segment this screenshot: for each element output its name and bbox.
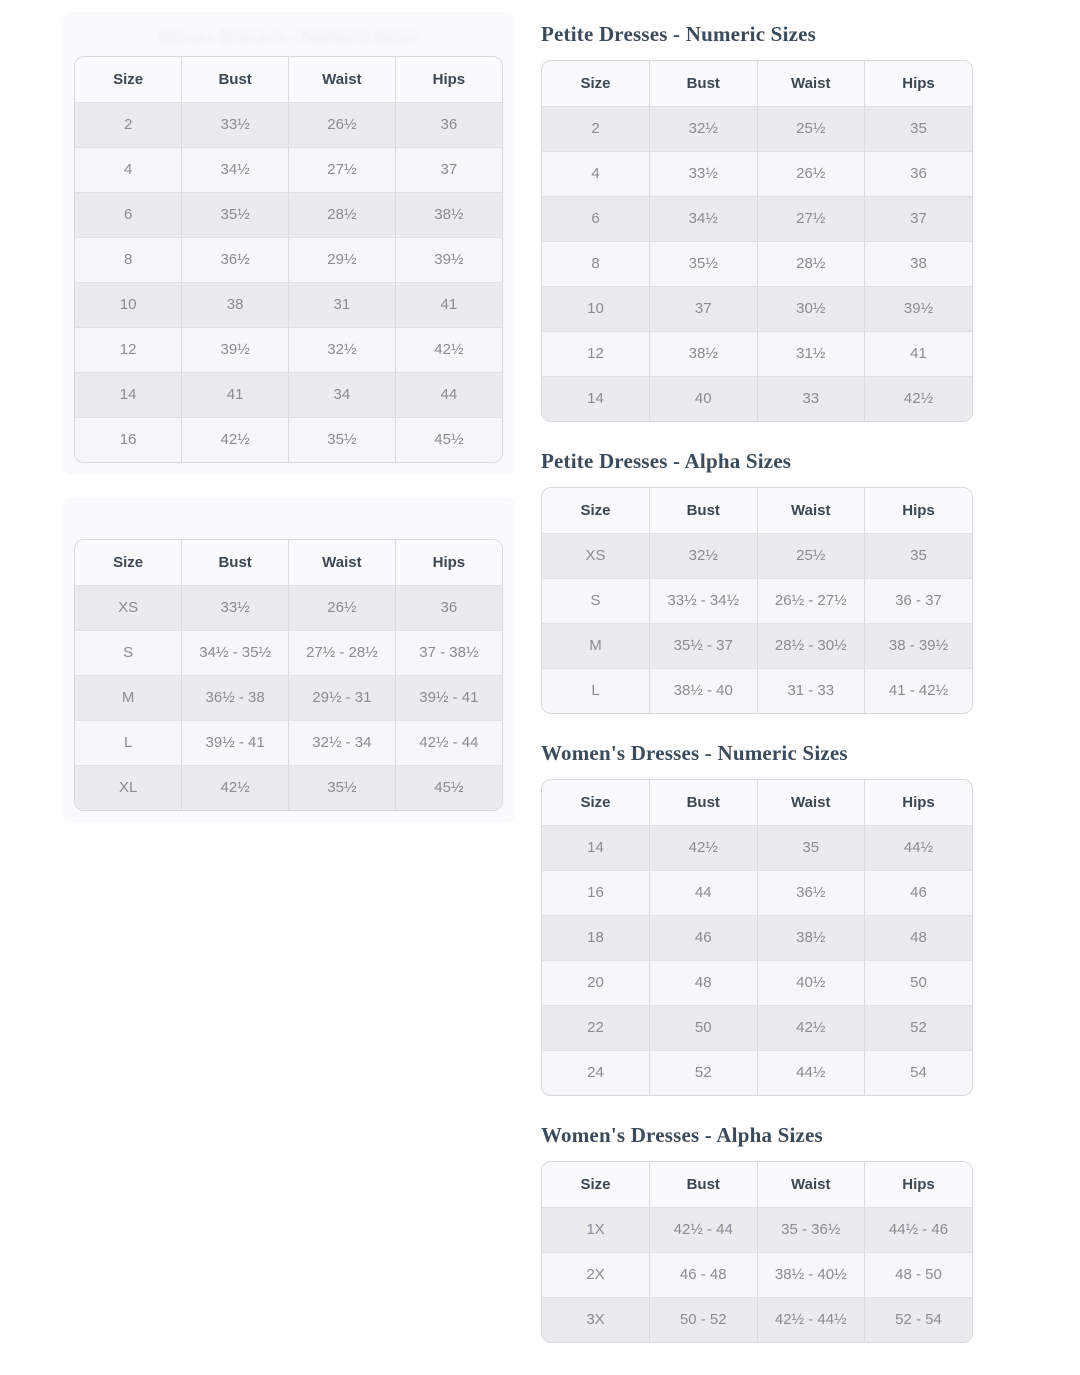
table-row (542, 196, 972, 241)
petite-alpha-table-frame (541, 487, 973, 714)
petite-alpha-title: Petite Dresses - Alpha Sizes (541, 449, 792, 473)
table-row (542, 915, 972, 960)
column-header-hips: Hips (865, 780, 973, 825)
measurement-cell: 50 - 52 (650, 1297, 758, 1342)
size-cell: 1X (542, 1207, 650, 1252)
table-row (542, 376, 972, 421)
table-row (542, 1005, 972, 1050)
table-row (75, 720, 502, 765)
measurement-cell: 50 (650, 1005, 758, 1050)
size-cell: 12 (542, 331, 650, 376)
misses-numeric-table (75, 57, 502, 462)
table-row (542, 151, 972, 196)
measurement-cell: 39½ - 41 (395, 675, 502, 720)
measurement-cell: 36½ (182, 237, 289, 282)
measurement-cell: 37 (650, 286, 758, 331)
measurement-cell: 37 (395, 147, 502, 192)
measurement-cell: 45½ (395, 765, 502, 810)
column-header-size: Size (75, 540, 182, 585)
measurement-cell: 38½ - 40½ (757, 1252, 865, 1297)
measurement-cell: 44½ (757, 1050, 865, 1095)
measurement-cell: 35½ (182, 192, 289, 237)
measurement-cell: 44½ - 46 (865, 1207, 973, 1252)
column-header-bust: Bust (650, 488, 758, 533)
measurement-cell: 35 - 36½ (757, 1207, 865, 1252)
column-header-hips: Hips (865, 61, 973, 106)
column-header-size: Size (542, 488, 650, 533)
table-row (75, 417, 502, 462)
size-cell: 10 (542, 286, 650, 331)
measurement-cell: 46 (865, 870, 973, 915)
column-header-size: Size (75, 57, 182, 102)
size-cell: 2X (542, 1252, 650, 1297)
table-row (542, 1050, 972, 1095)
size-cell: 14 (542, 825, 650, 870)
measurement-cell: 42½ - 44 (395, 720, 502, 765)
measurement-cell: 42½ (650, 825, 758, 870)
measurement-cell: 46 (650, 915, 758, 960)
measurement-cell: 36½ - 38 (182, 675, 289, 720)
size-cell: 6 (75, 192, 182, 237)
measurement-cell: 35 (757, 825, 865, 870)
size-cell: 22 (542, 1005, 650, 1050)
size-cell: S (75, 630, 182, 675)
column-header-bust: Bust (182, 57, 289, 102)
table-row (542, 825, 972, 870)
measurement-cell: 34½ (182, 147, 289, 192)
measurement-cell: 30½ (757, 286, 865, 331)
measurement-cell: 38½ (757, 915, 865, 960)
measurement-cell: 42½ - 44½ (757, 1297, 865, 1342)
measurement-cell: 33½ (182, 102, 289, 147)
measurement-cell: 29½ - 31 (289, 675, 396, 720)
measurement-cell: 32½ (650, 106, 758, 151)
size-cell: XS (75, 585, 182, 630)
header-row (75, 57, 502, 102)
womens-alpha-table-frame (541, 1161, 973, 1343)
column-header-hips: Hips (395, 540, 502, 585)
measurement-cell: 35 (865, 106, 973, 151)
size-cell: 14 (542, 376, 650, 421)
measurement-cell: 33½ (650, 151, 758, 196)
table-row (542, 960, 972, 1005)
measurement-cell: 33 (757, 376, 865, 421)
table-row (542, 286, 972, 331)
size-cell: 2 (542, 106, 650, 151)
table-row (542, 1297, 972, 1342)
measurement-cell: 36 (395, 102, 502, 147)
table-row (75, 327, 502, 372)
measurement-cell: 27½ - 28½ (289, 630, 396, 675)
measurement-cell: 42½ (865, 376, 973, 421)
table-row (75, 147, 502, 192)
column-header-bust: Bust (650, 61, 758, 106)
size-cell: 2 (75, 102, 182, 147)
table-row (542, 241, 972, 286)
table-row (542, 578, 972, 623)
womens-alpha-title: Women's Dresses - Alpha Sizes (541, 1123, 823, 1147)
measurement-cell: 26½ (757, 151, 865, 196)
size-cell: 8 (542, 241, 650, 286)
petite-numeric-title: Petite Dresses - Numeric Sizes (541, 22, 817, 46)
measurement-cell: 34½ - 35½ (182, 630, 289, 675)
table-row (75, 282, 502, 327)
column-header-waist: Waist (757, 780, 865, 825)
measurement-cell: 38½ - 40 (650, 668, 758, 713)
measurement-cell: 40½ (757, 960, 865, 1005)
size-cell: L (542, 668, 650, 713)
measurement-cell: 37 (865, 196, 973, 241)
measurement-cell: 38 (865, 241, 973, 286)
column-header-waist: Waist (757, 61, 865, 106)
table-row (542, 106, 972, 151)
size-cell: M (542, 623, 650, 668)
measurement-cell: 41 (182, 372, 289, 417)
womens-alpha-section (541, 1123, 973, 1343)
column-header-waist: Waist (289, 540, 396, 585)
faded-ghost-title: Misses Dresses - Numeric Sizes (159, 27, 418, 46)
measurement-cell: 52 (865, 1005, 973, 1050)
column-header-bust: Bust (650, 780, 758, 825)
measurement-cell: 39½ - 41 (182, 720, 289, 765)
column-header-hips: Hips (865, 488, 973, 533)
measurement-cell: 35½ - 37 (650, 623, 758, 668)
petite-alpha-section (541, 449, 973, 714)
measurement-cell: 42½ - 44 (650, 1207, 758, 1252)
measurement-cell: 38 (182, 282, 289, 327)
measurement-cell: 32½ (650, 533, 758, 578)
table-row (542, 533, 972, 578)
size-cell: 4 (542, 151, 650, 196)
womens-numeric-title: Women's Dresses - Numeric Sizes (541, 741, 848, 765)
measurement-cell: 41 (395, 282, 502, 327)
measurement-cell: 26½ - 27½ (757, 578, 865, 623)
measurement-cell: 32½ (289, 327, 396, 372)
womens-numeric-section (541, 741, 973, 1096)
column-header-waist: Waist (757, 488, 865, 533)
measurement-cell: 54 (865, 1050, 973, 1095)
size-cell: 16 (542, 870, 650, 915)
measurement-cell: 38½ (650, 331, 758, 376)
column-header-waist: Waist (289, 57, 396, 102)
size-cell: 24 (542, 1050, 650, 1095)
measurement-cell: 29½ (289, 237, 396, 282)
column-header-size: Size (542, 61, 650, 106)
table-row (75, 237, 502, 282)
misses-numeric-table-frame (74, 56, 503, 463)
size-cell: 14 (75, 372, 182, 417)
measurement-cell: 28½ (289, 192, 396, 237)
column-header-hips: Hips (865, 1162, 973, 1207)
petite-numeric-section (541, 22, 973, 422)
size-cell: L (75, 720, 182, 765)
measurement-cell: 34 (289, 372, 396, 417)
size-cell: 20 (542, 960, 650, 1005)
measurement-cell: 39½ (182, 327, 289, 372)
column-header-bust: Bust (650, 1162, 758, 1207)
misses-alpha-section (62, 497, 515, 823)
measurement-cell: 38 - 39½ (865, 623, 973, 668)
size-cell: 3X (542, 1297, 650, 1342)
womens-numeric-table-frame (541, 779, 973, 1096)
measurement-cell: 36½ (757, 870, 865, 915)
measurement-cell: 35½ (289, 417, 396, 462)
measurement-cell: 35½ (650, 241, 758, 286)
column-header-size: Size (542, 1162, 650, 1207)
size-cell: 6 (542, 196, 650, 241)
size-cell: 8 (75, 237, 182, 282)
table-row (75, 372, 502, 417)
measurement-cell: 44½ (865, 825, 973, 870)
size-cell: 18 (542, 915, 650, 960)
measurement-cell: 36 (395, 585, 502, 630)
size-cell: XL (75, 765, 182, 810)
measurement-cell: 31 - 33 (757, 668, 865, 713)
measurement-cell: 27½ (289, 147, 396, 192)
table-row (542, 331, 972, 376)
measurement-cell: 31 (289, 282, 396, 327)
measurement-cell: 46 - 48 (650, 1252, 758, 1297)
measurement-cell: 44 (650, 870, 758, 915)
measurement-cell: 44 (395, 372, 502, 417)
header-row (542, 780, 972, 825)
measurement-cell: 32½ - 34 (289, 720, 396, 765)
womens-alpha-table (542, 1162, 972, 1342)
measurement-cell: 25½ (757, 106, 865, 151)
table-row (75, 765, 502, 810)
womens-numeric-table (542, 780, 972, 1095)
table-row (75, 192, 502, 237)
table-row (75, 630, 502, 675)
header-row (542, 488, 972, 533)
size-cell: 4 (75, 147, 182, 192)
column-header-waist: Waist (757, 1162, 865, 1207)
measurement-cell: 50 (865, 960, 973, 1005)
header-row (542, 61, 972, 106)
table-row (75, 585, 502, 630)
measurement-cell: 48 - 50 (865, 1252, 973, 1297)
measurement-cell: 25½ (757, 533, 865, 578)
measurement-cell: 45½ (395, 417, 502, 462)
measurement-cell: 42½ (182, 417, 289, 462)
size-cell: M (75, 675, 182, 720)
measurement-cell: 28½ (757, 241, 865, 286)
table-row (75, 675, 502, 720)
misses-alpha-table (75, 540, 502, 810)
measurement-cell: 35½ (289, 765, 396, 810)
size-cell: 16 (75, 417, 182, 462)
header-row (75, 540, 502, 585)
measurement-cell: 27½ (757, 196, 865, 241)
table-row (542, 623, 972, 668)
measurement-cell: 36 (865, 151, 973, 196)
measurement-cell: 34½ (650, 196, 758, 241)
size-cell: 10 (75, 282, 182, 327)
measurement-cell: 40 (650, 376, 758, 421)
measurement-cell: 36 - 37 (865, 578, 973, 623)
measurement-cell: 33½ (182, 585, 289, 630)
table-row (542, 668, 972, 713)
left-column (62, 12, 515, 823)
table-row (75, 102, 502, 147)
size-cell: S (542, 578, 650, 623)
measurement-cell: 26½ (289, 102, 396, 147)
spacer (74, 507, 503, 539)
column-header-size: Size (542, 780, 650, 825)
measurement-cell: 52 - 54 (865, 1297, 973, 1342)
misses-alpha-table-frame (74, 539, 503, 811)
measurement-cell: 39½ (865, 286, 973, 331)
header-row (542, 1162, 972, 1207)
measurement-cell: 48 (865, 915, 973, 960)
measurement-cell: 26½ (289, 585, 396, 630)
petite-numeric-table (542, 61, 972, 421)
measurement-cell: 37 - 38½ (395, 630, 502, 675)
measurement-cell: 42½ (182, 765, 289, 810)
misses-numeric-section (62, 12, 515, 475)
measurement-cell: 28½ - 30½ (757, 623, 865, 668)
size-cell: 12 (75, 327, 182, 372)
table-row (542, 1207, 972, 1252)
table-row (542, 1252, 972, 1297)
measurement-cell: 31½ (757, 331, 865, 376)
measurement-cell: 41 - 42½ (865, 668, 973, 713)
column-header-hips: Hips (395, 57, 502, 102)
size-cell: XS (542, 533, 650, 578)
table-row (542, 870, 972, 915)
measurement-cell: 48 (650, 960, 758, 1005)
measurement-cell: 33½ - 34½ (650, 578, 758, 623)
measurement-cell: 39½ (395, 237, 502, 282)
measurement-cell: 41 (865, 331, 973, 376)
petite-numeric-table-frame (541, 60, 973, 422)
measurement-cell: 35 (865, 533, 973, 578)
column-header-bust: Bust (182, 540, 289, 585)
measurement-cell: 38½ (395, 192, 502, 237)
petite-alpha-table (542, 488, 972, 713)
measurement-cell: 52 (650, 1050, 758, 1095)
measurement-cell: 42½ (395, 327, 502, 372)
right-column (541, 12, 973, 1370)
measurement-cell: 42½ (757, 1005, 865, 1050)
